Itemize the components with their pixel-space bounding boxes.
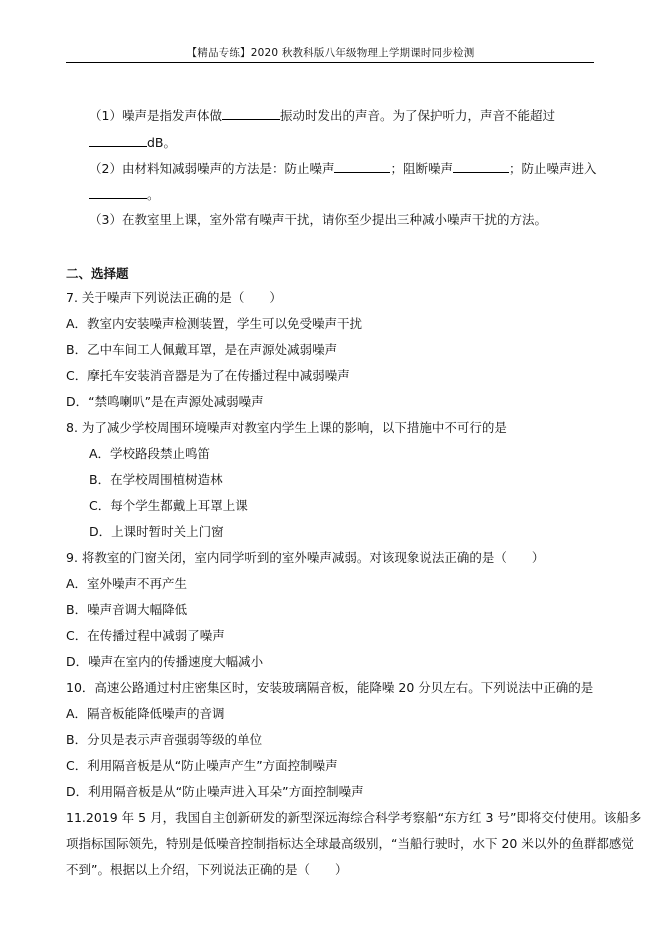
option-d[interactable]: D．“禁鸣喇叭”是在声源处减弱噪声	[66, 394, 264, 409]
page-header: 【精品专练】2020 秋教科版八年级物理上学期课时同步检测	[186, 47, 475, 59]
answer-blank[interactable]	[89, 186, 147, 199]
option-c[interactable]: C．利用隔音板是从“防止噪声产生”方面控制噪声	[66, 758, 338, 773]
header-divider	[66, 62, 594, 63]
option-c[interactable]: C．在传播过程中减弱了噪声	[66, 628, 225, 643]
question-stem: 7. 关于噪声下列说法正确的是（ ）	[66, 290, 282, 305]
option-b[interactable]: B．乙中车间工人佩戴耳罩，是在声源处减弱噪声	[66, 342, 338, 357]
option-a[interactable]: A．学校路段禁止鸣笛	[89, 446, 211, 461]
fill-question-1-text-c: dB。	[147, 135, 177, 150]
option-a[interactable]: A．教室内安装噪声检测装置，学生可以免受噪声干扰	[66, 316, 363, 331]
option-d[interactable]: D．利用隔音板是从“防止噪声进入耳朵”方面控制噪声	[66, 784, 364, 799]
fill-question-1-text-a: （1）噪声是指发声体做	[89, 108, 222, 123]
option-a[interactable]: A．室外噪声不再产生	[66, 576, 188, 591]
fill-question-3: （3）在教室里上课，室外常有噪声干扰，请你至少提出三种减小噪声干扰的方法。	[89, 212, 547, 227]
question-stem: 8. 为了减少学校周围环境噪声对教室内学生上课的影响，以下措施中不可行的是	[66, 420, 507, 435]
question-stem: 10．高速公路通过村庄密集区时，安装玻璃隔音板，能降噪 20 分贝左右。下列说法中正确的是	[66, 680, 594, 695]
fill-question-2-text-a: （2）由材料知减弱噪声的方法是：防止噪声	[89, 161, 335, 176]
section-title: 二、选择题	[66, 266, 129, 281]
fill-question-1-text-b: 振动时发出的声音。为了保护听力，声音不能超过	[279, 108, 555, 123]
fill-question-2-text-c: ；防止噪声进入	[508, 161, 597, 176]
option-d[interactable]: D．上课时暂时关上门窗	[89, 524, 224, 539]
fill-question-2-line-1	[89, 160, 597, 177]
option-b[interactable]: B．噪声音调大幅降低	[66, 602, 188, 617]
answer-blank[interactable]	[89, 134, 147, 147]
fill-question-1-line-2	[89, 134, 176, 151]
fill-question-1-line-1	[89, 107, 555, 124]
question-stem: 9. 将教室的门窗关闭，室内同学听到的室外噪声减弱。对该现象说法正确的是（ ）	[66, 550, 545, 565]
option-b[interactable]: B．分贝是表示声音强弱等级的单位	[66, 732, 263, 747]
fill-question-2-text-d: 。	[147, 187, 160, 202]
option-c[interactable]: C．每个学生都戴上耳罩上课	[89, 498, 248, 513]
question-11-line-1: 11.2019 年 5 月，我国自主创新研发的新型深远海综合科学考察船“东方红 3 号”即将交付使用。该船多	[66, 810, 642, 825]
option-d[interactable]: D．噪声在室内的传播速度大幅减小	[66, 654, 264, 669]
question-11-line-2: 项指标国际领先，特别是低噪音控制指标达全球最高级别，“当船行驶时，水下 20 米以外的鱼群都感觉	[66, 836, 634, 851]
option-a[interactable]: A．隔音板能降低噪声的音调	[66, 706, 225, 721]
answer-blank[interactable]	[453, 160, 509, 173]
question-11-line-3: 不到”。根据以上介绍，下列说法正确的是（ ）	[66, 862, 348, 877]
option-b[interactable]: B．在学校周围植树造林	[89, 472, 223, 487]
fill-question-2-line-2	[89, 186, 160, 203]
answer-blank[interactable]	[222, 107, 280, 120]
fill-question-2-text-b: ；阻断噪声	[390, 161, 453, 176]
answer-blank[interactable]	[334, 160, 390, 173]
option-c[interactable]: C．摩托车安装消音器是为了在传播过程中减弱噪声	[66, 368, 350, 383]
